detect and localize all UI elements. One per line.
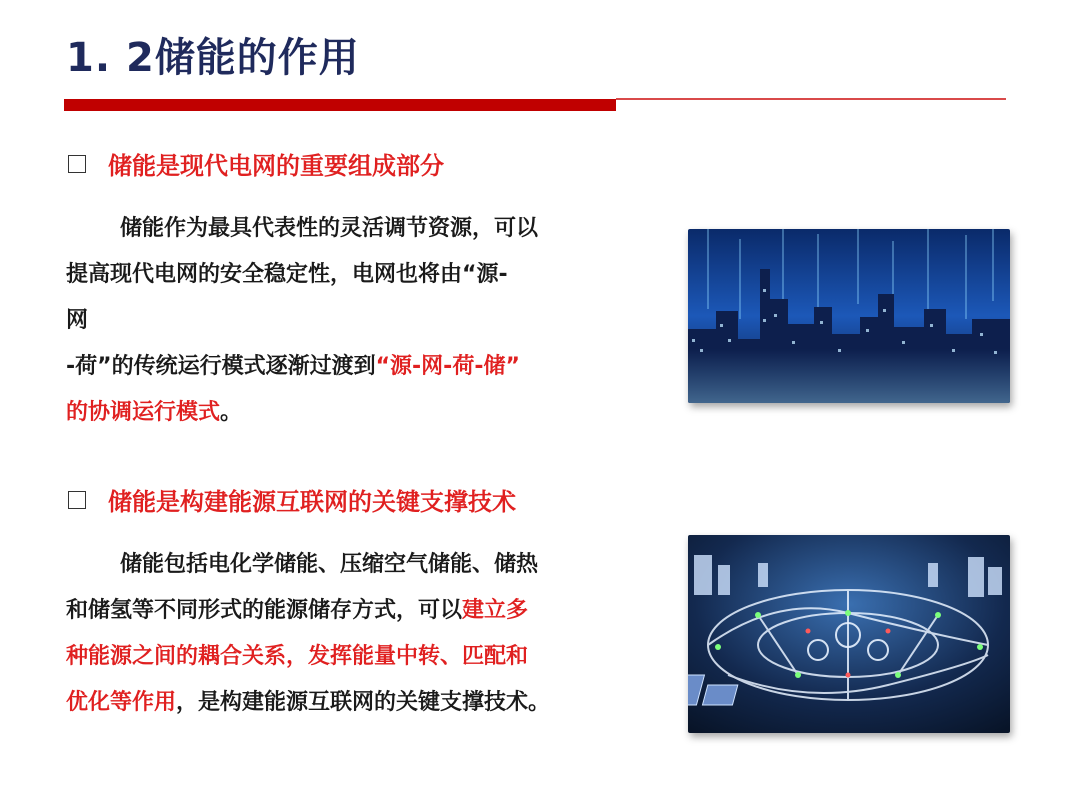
energy-internet-network-illustration bbox=[688, 535, 1010, 733]
section-2-paragraph bbox=[66, 542, 646, 726]
section-1-paragraph bbox=[66, 206, 646, 436]
paragraph-line: 储能作为最具代表性的灵活调节资源，可以 bbox=[120, 216, 539, 241]
section-1-heading bbox=[68, 146, 444, 181]
checkbox-bullet-icon bbox=[68, 491, 86, 509]
slide-title: 1. 2储能的作用 bbox=[66, 35, 360, 81]
title-underline-thin bbox=[616, 98, 1006, 100]
paragraph-line: -荷”的传统运行模式逐渐过渡到“源-网-荷-储” bbox=[66, 354, 520, 379]
paragraph-line: 种能源之间的耦合关系，发挥能量中转、匹配和 bbox=[66, 644, 529, 669]
section-2-heading bbox=[68, 482, 516, 517]
title-underline-thick bbox=[64, 99, 616, 111]
paragraph-line: 优化等作用，是构建能源互联网的关键支撑技术。 bbox=[66, 690, 551, 715]
city-night-skyline-photo bbox=[688, 229, 1010, 403]
paragraph-line: 的协调运行模式。 bbox=[66, 400, 243, 425]
paragraph-line: 网 bbox=[66, 308, 89, 333]
section-2-heading-text: 储能是构建能源互联网的关键支撑技术 bbox=[108, 488, 516, 516]
section-1-heading-text: 储能是现代电网的重要组成部分 bbox=[108, 152, 444, 180]
paragraph-line: 提高现代电网的安全稳定性，电网也将由“源- bbox=[66, 262, 508, 287]
paragraph-line: 储能包括电化学储能、压缩空气储能、储热 bbox=[120, 552, 539, 577]
paragraph-line: 和储氢等不同形式的能源储存方式，可以建立多 bbox=[66, 598, 529, 623]
checkbox-bullet-icon bbox=[68, 155, 86, 173]
